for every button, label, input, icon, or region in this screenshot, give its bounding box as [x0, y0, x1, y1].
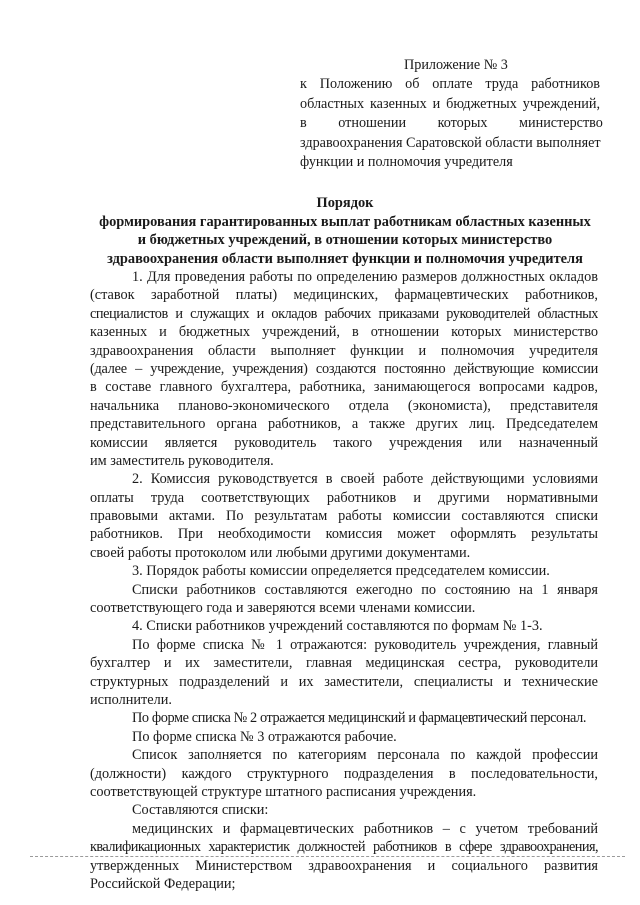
body-line: Составляются списки: — [132, 802, 269, 819]
body-line: квалификационных характеристик должностей работников в сфере здравоохранения, — [90, 839, 598, 856]
appendix-line: здравоохранения Саратовской области выполняет — [300, 134, 601, 151]
body-line: начальника планово-экономического отдела (экономиста), представителя — [90, 397, 598, 414]
body-line: представительного органа работников, а также других лиц. Председателем — [90, 416, 598, 433]
body-line: 4. Списки работников учреждений составляются по формам № 1-3. — [132, 618, 543, 635]
heading-title: Порядок — [316, 195, 374, 211]
page-bottom-divider — [30, 856, 625, 857]
body-line: утвержденных Министерством здравоохранения и социального развития — [90, 857, 598, 874]
document-body — [90, 268, 598, 893]
body-line: соответствующей структуре штатного расписания учреждения. — [90, 783, 477, 800]
body-line: в составе главного бухгалтера, работника, занимающегося вопросами кадров, — [90, 379, 598, 396]
body-line: работников. При необходимости комиссия может оформлять результаты — [90, 526, 598, 543]
body-line: По форме списка № 2 отражается медицинский и фармацевтический персонал. — [132, 710, 587, 727]
body-line: По форме списка № 3 отражаются рабочие. — [132, 728, 397, 745]
body-line: правовыми актами. По результатам работы комиссии составляются списки — [90, 508, 598, 525]
appendix-line: к Положению об оплате труда работников — [300, 76, 600, 93]
body-line: исполнители. — [90, 691, 172, 708]
body-line: соответствующего года и заверяются всеми членами комиссии. — [90, 600, 476, 617]
body-line: структурных подразделений и их заместители, специалисты и технические — [90, 673, 598, 690]
body-line: Российской Федерации; — [90, 875, 236, 892]
body-line: бухгалтер и их заместители, главная медицинская сестра, руководители — [90, 655, 598, 672]
body-line: (далее – учреждение, учреждения) создаются постоянно действующие комиссии — [90, 360, 598, 377]
body-line: специалистов и служащих и окладов рабочих приказами руководителей областных — [90, 305, 598, 322]
body-line: 2. Комиссия руководствуется в своей работе действующими условиями — [132, 471, 598, 488]
body-line: 1. Для проведения работы по определению размеров должностных окладов — [132, 269, 598, 285]
appendix-line: в отношении которых министерство — [300, 115, 603, 132]
body-line: Списки работников составляются ежегодно по состоянию на 1 января — [132, 581, 598, 598]
body-line: своей работы протоколом или любыми другими документами. — [90, 544, 471, 561]
body-line: комиссии является руководитель такого учреждения или назначенный — [90, 434, 598, 451]
appendix-line: областных казенных и бюджетных учреждений, — [300, 95, 600, 112]
body-line: По форме списка № 1 отражаются: руководитель учреждения, главный — [132, 636, 598, 653]
body-line: здравоохранения области выполняет функции и полномочия учредителя — [90, 342, 598, 359]
appendix-line: функции и полномочия учредителя — [300, 154, 513, 171]
heading-line: формирования гарантированных выплат работникам областных казенных — [99, 213, 591, 230]
body-line: им заместитель руководителя. — [90, 452, 274, 469]
body-line: Список заполняется по категориям персонала по каждой профессии — [132, 747, 598, 764]
body-line: (должности) каждого структурного подразделения в последовательности, — [90, 765, 598, 782]
body-line: медицинских и фармацевтических работников – с учетом требований — [132, 820, 598, 837]
body-line: (ставок заработной платы) медицинских, фармацевтических работников, — [90, 287, 598, 304]
appendix-header — [300, 56, 603, 172]
appendix-title: Приложение № 3 — [404, 57, 508, 73]
body-line: оплаты труда соответствующих работников и другими нормативными — [90, 489, 598, 506]
body-line: казенных и бюджетных учреждений, в отношении которых министерство — [90, 324, 598, 341]
document-heading — [90, 194, 600, 268]
body-line: 3. Порядок работы комиссии определяется председателем комиссии. — [132, 563, 550, 580]
heading-line: здравоохранения области выполняет функции и полномочия учредителя — [107, 250, 583, 267]
heading-line: и бюджетных учреждений, в отношении которых министерство — [137, 232, 553, 249]
